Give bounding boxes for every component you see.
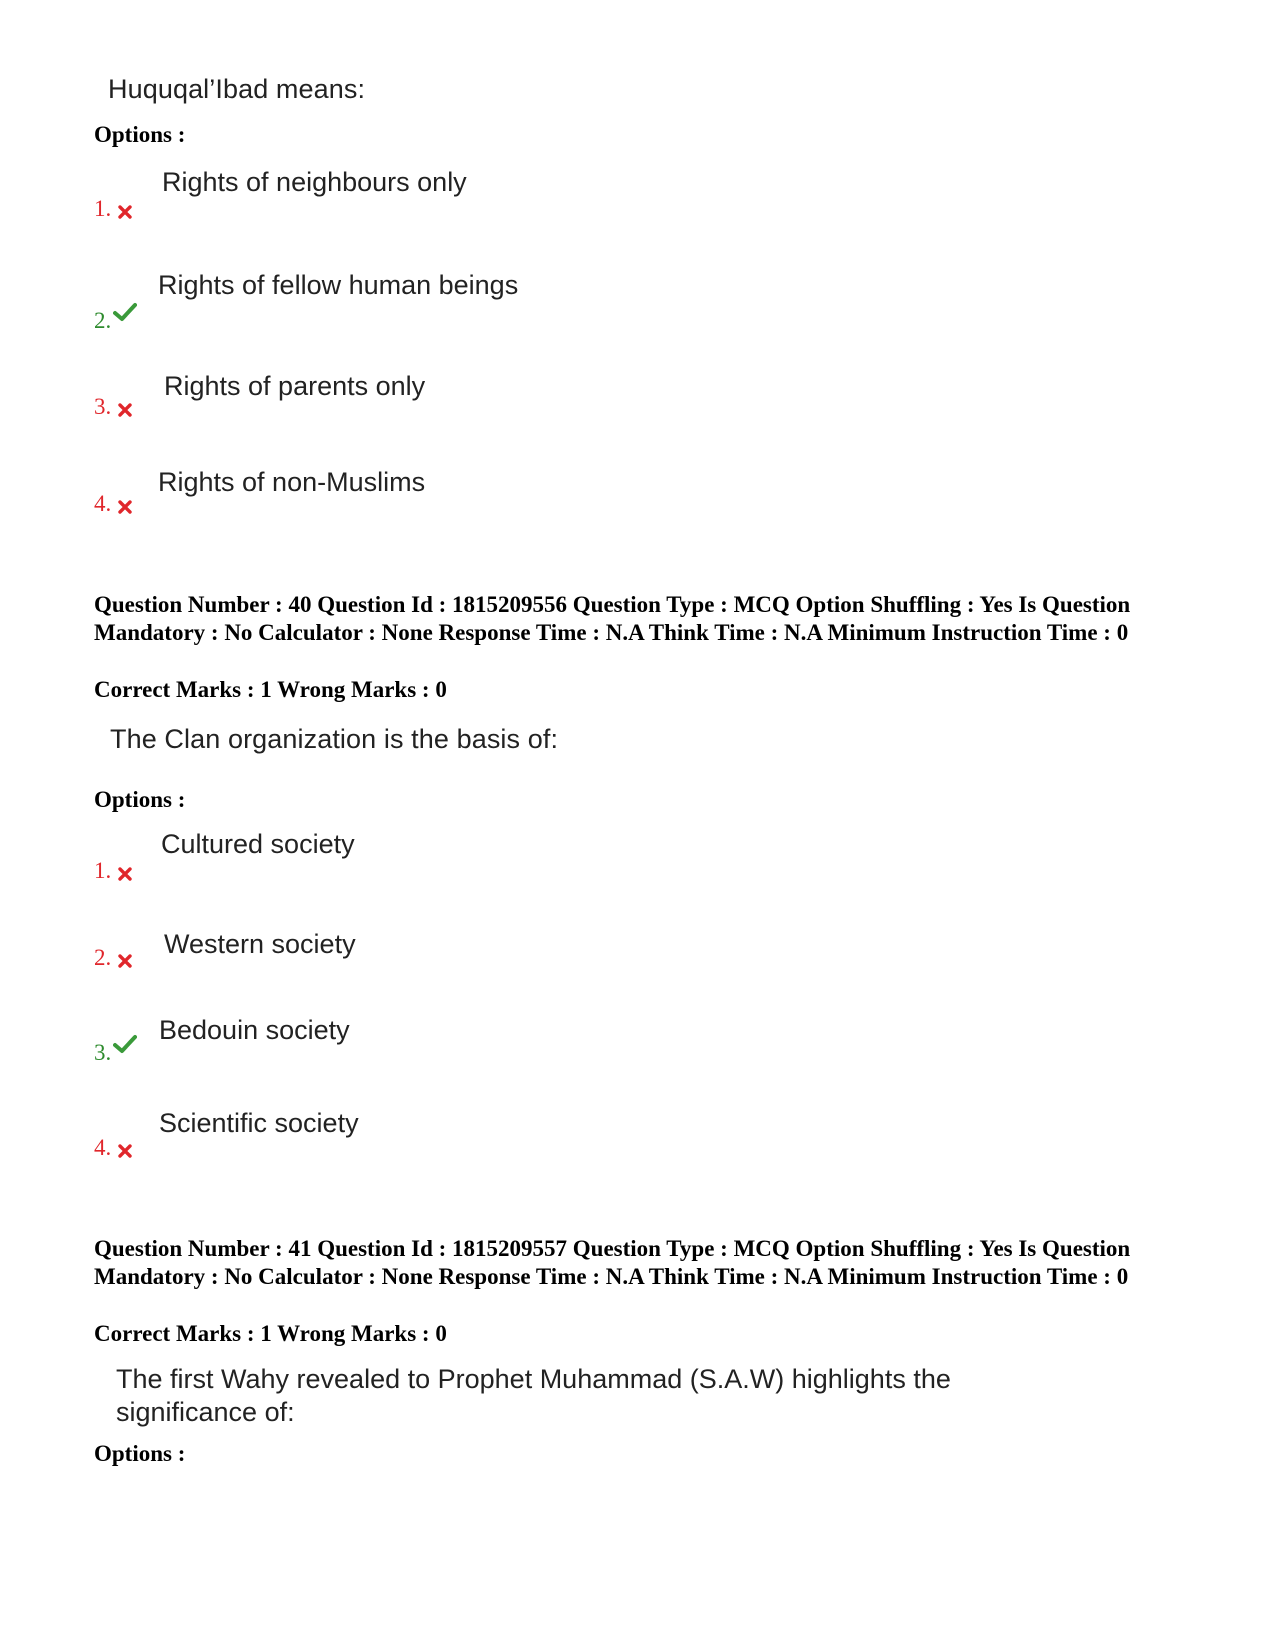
question-41-text: The first Wahy revealed to Prophet Muhammad (S.A.W) highlights the significance of:	[116, 1364, 951, 1427]
q40-option-2-text: Western society	[164, 929, 356, 959]
q39-option-4-text: Rights of non-Muslims	[158, 467, 426, 497]
options-label: Options :	[94, 122, 186, 147]
cross-icon	[117, 204, 133, 220]
q39-option-1-marker	[94, 196, 133, 222]
option-number: 3.	[94, 394, 112, 419]
q39-option-2-marker	[94, 302, 137, 334]
q40-marks: Correct Marks : 1 Wrong Marks : 0	[94, 677, 447, 702]
option-number: 2.	[94, 945, 112, 970]
q39-option-1-text: Rights of neighbours only	[162, 167, 467, 197]
question-39-text: Huquqal’Ibad means:	[108, 74, 366, 104]
cross-icon	[117, 402, 133, 418]
q41-metadata: Question Number : 41 Question Id : 1815209557 Question Type : MCQ Option Shuffling : Yes Is Question Mandatory : No Calculator : None Response Time : N.A Think Time : N.A Minimum Instruction Time : 0	[94, 1236, 1131, 1289]
options-label: Options :	[94, 1441, 186, 1466]
q39-option-4-marker	[94, 491, 133, 517]
option-number: 3.	[94, 1040, 112, 1065]
q39-option-3-marker	[94, 394, 133, 420]
cross-icon	[117, 866, 133, 882]
options-label: Options :	[94, 787, 186, 812]
q40-option-2-marker	[94, 945, 133, 971]
cross-icon	[117, 499, 133, 515]
question-40-text: The Clan organization is the basis of:	[110, 724, 559, 754]
q39-option-3-text: Rights of parents only	[164, 371, 426, 401]
option-number: 4.	[94, 491, 112, 516]
q41-marks: Correct Marks : 1 Wrong Marks : 0	[94, 1321, 447, 1346]
q40-option-3-marker	[94, 1034, 137, 1066]
cross-icon	[117, 1143, 133, 1159]
option-number: 1.	[94, 858, 112, 883]
option-number: 2.	[94, 308, 112, 333]
q39-option-2-text: Rights of fellow human beings	[158, 270, 519, 300]
cross-icon	[117, 953, 133, 969]
check-icon	[113, 1034, 137, 1054]
check-icon	[113, 302, 137, 322]
q40-option-4-marker	[94, 1135, 133, 1161]
q40-metadata: Question Number : 40 Question Id : 1815209556 Question Type : MCQ Option Shuffling : Yes Is Question Mandatory : No Calculator : None Response Time : N.A Think Time : N.A Minimum Instruction Time : 0	[94, 592, 1131, 645]
q40-option-3-text: Bedouin society	[159, 1015, 350, 1045]
option-number: 1.	[94, 196, 112, 221]
option-number: 4.	[94, 1135, 112, 1160]
q40-option-4-text: Scientific society	[159, 1108, 359, 1138]
q40-option-1-text: Cultured society	[161, 829, 355, 859]
q40-option-1-marker	[94, 858, 133, 884]
